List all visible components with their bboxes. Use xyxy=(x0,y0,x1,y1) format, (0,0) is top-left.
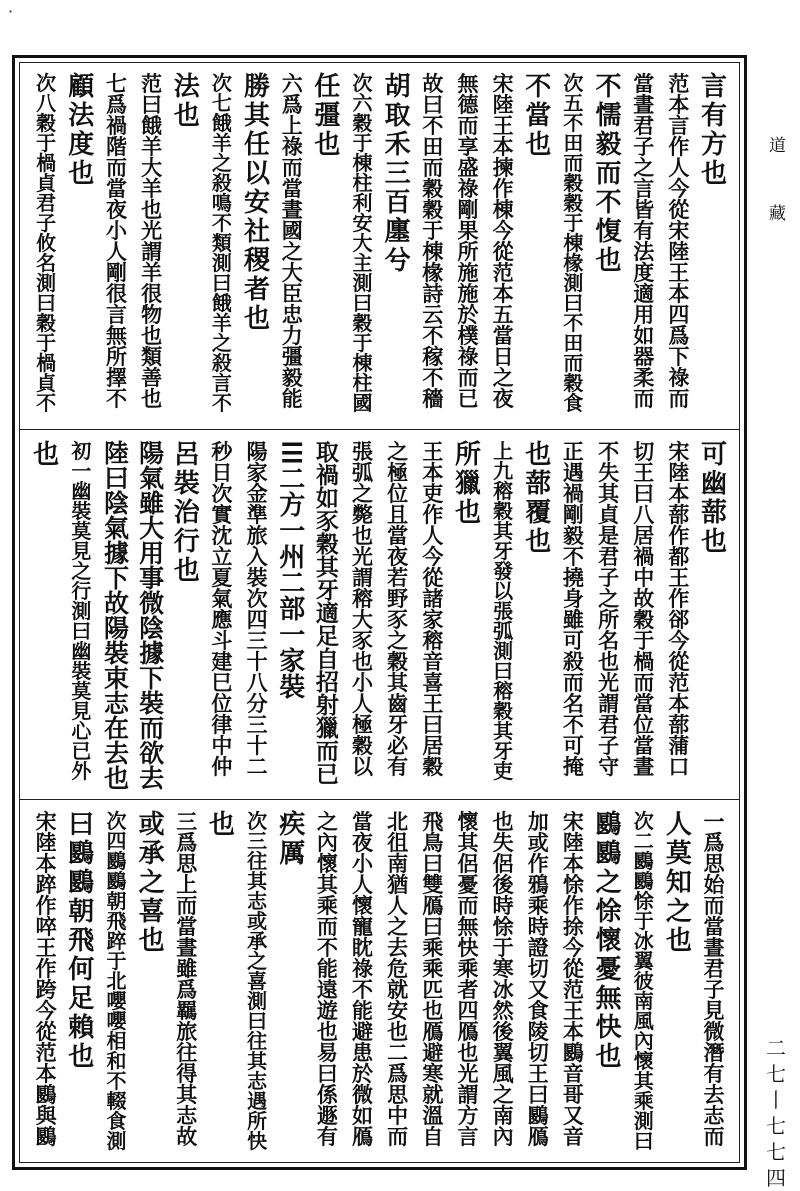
text-column: 之 極 位 且 當 夜 若 野 豕 之 穀 其 齒 牙 必 有 xyxy=(387,439,409,779)
text-column: 無 德 而 享 盛 祿 剛 果 所 施 施 於 樸 祿 而 已 xyxy=(457,71,479,411)
text-column: 飛 鳥 曰 雙 鴈 曰 乘 乘 匹 也 鴈 避 寒 就 溫 自 xyxy=(422,809,444,1149)
text-column: 次 四 鶠 鶠 朝 飛 踤 于 北 嚶 嚶 相 和 不 輟 食 測 xyxy=(106,809,127,1153)
text-column: 也 蔀 覆 也 xyxy=(525,440,552,557)
text-column: 次 三 往 其 志 或 承 之 喜 測 曰 往 其 志 遇 所 快 xyxy=(247,809,268,1153)
text-column: 疾 厲 xyxy=(279,810,306,869)
text-column: 不 懦 毅 而 不 愎 也 xyxy=(595,72,622,276)
text-column: 呂 裝 治 行 也 xyxy=(173,440,200,586)
text-band-lower xyxy=(20,801,739,1167)
page-number-char: 丨 xyxy=(766,1088,786,1112)
text-column: 三 爲 思 上 而 當 晝 雖 爲 羈 旅 往 得 其 志 故 xyxy=(176,809,198,1149)
text-column: 法 也 xyxy=(173,72,200,131)
side-label-daozang xyxy=(769,135,786,225)
text-column: 加 或 作 鴉 乘 時 證 切 又 食 陵 切 王 曰 鶠 鴈 xyxy=(527,809,549,1149)
text-column: 切 王 曰 八 居 禍 中 故 穀 于 楇 而 當 位 當 晝 xyxy=(633,439,655,779)
side-page-number xyxy=(766,1035,786,1191)
corner-mark: · xyxy=(8,2,14,21)
text-column: 秒 日 次 實 沈 立 夏 氣 應 斗 建 巳 位 律 中 仲 xyxy=(211,439,233,779)
text-column: 之 內 懷 其 乘 而 不 能 遠 遊 也 易 曰 係 遯 有 xyxy=(316,809,338,1149)
text-column: 陽 氣 雖 大 用 事 微 陰 據 下 裝 而 欲 去 xyxy=(139,439,165,793)
text-column: 不 失 其 貞 是 君 子 之 所 名 也 光 謂 君 子 守 xyxy=(598,439,620,779)
text-column: 任 彊 也 xyxy=(314,72,341,160)
text-column: 言 有 方 也 xyxy=(700,72,727,189)
text-column: 胡 取 禾 三 百 廛 兮 xyxy=(384,72,411,276)
text-column: 宋 陸 王 本 揀 作 棟 今 從 范 本 五 當 日 之 夜 xyxy=(492,71,514,411)
text-column: ☰ 二 方 一 州 二 部 一 家 裝 xyxy=(279,439,306,703)
text-column: 正 遇 禍 剛 毅 不 撓 身 雖 可 殺 而 名 不 可 掩 xyxy=(562,439,584,779)
text-column: 當 晝 君 子 之 言 皆 有 法 度 適 用 如 器 柔 而 xyxy=(633,71,655,411)
text-column: 曰 鶠 鶠 朝 飛 何 足 賴 也 xyxy=(68,810,95,1072)
text-band-upper xyxy=(20,63,739,429)
text-column: 顧 法 度 也 xyxy=(68,72,95,189)
text-column: 北 徂 南 猶 人 之 去 危 就 安 也 二 爲 思 中 而 xyxy=(387,809,409,1149)
text-column: 宋 陸 本 悇 作 捈 今 從 范 王 本 鶠 音 哥 又 音 xyxy=(562,809,584,1149)
text-column: 鶠 鶠 之 悇 懷 憂 無 快 也 xyxy=(595,810,622,1072)
side-label-char: 藏 xyxy=(769,204,786,224)
text-column: 上 九 穃 穀 其 牙 發 以 張 弧 測 曰 穃 穀 其 牙 吏 xyxy=(493,439,514,783)
page-number-char: 四 xyxy=(766,1166,786,1190)
text-column: 七 爲 禍 階 而 當 夜 小 人 剛 很 言 無 所 擇 不 xyxy=(105,71,127,411)
page-number-char: 七 xyxy=(766,1062,786,1086)
text-column: 六 爲 上 祿 而 當 晝 國 之 大 臣 忠 力 彊 毅 能 xyxy=(281,71,303,411)
page-number-char: 二 xyxy=(766,1036,786,1060)
text-column: 所 獵 也 xyxy=(454,440,481,528)
text-column: 陸 曰 陰 氣 據 下 故 陽 裝 束 志 在 去 也 xyxy=(103,439,129,793)
text-column: 當 夜 小 人 懷 寵 眈 祿 不 能 避 患 於 微 如 鴈 xyxy=(352,809,373,1149)
text-column: 人 莫 知 之 也 xyxy=(665,810,692,956)
band-divider xyxy=(20,799,739,800)
page-frame-inner xyxy=(19,62,740,1163)
text-column: 或 承 之 喜 也 xyxy=(138,810,165,956)
text-column: 也 xyxy=(208,810,235,840)
page-frame xyxy=(12,55,747,1170)
side-label-char: 道 xyxy=(769,136,786,156)
text-column: 宋 陸 本 踤 作 啐 王 作 跨 今 從 范 本 鶠 與 鶠 xyxy=(35,809,57,1149)
text-column: 可 幽 蔀 也 xyxy=(700,440,727,557)
text-column: 王 本 吏 作 人 今 從 諸 家 穃 音 喜 王 曰 居 穀 xyxy=(422,439,444,779)
band-divider xyxy=(20,429,739,430)
text-column: 不 當 也 xyxy=(525,72,552,160)
page-number-char: 七 xyxy=(766,1114,786,1138)
text-column: 次 六 穀 于 棟 柱 利 安 大 主 測 曰 穀 于 棟 柱 國 xyxy=(352,71,373,415)
text-column: 也 失 侶 後 時 悇 于 寒 冰 然 後 翼 風 之 南 內 xyxy=(492,809,514,1149)
text-column: 范 本 言 作 人 今 從 宋 陸 王 本 四 爲 下 祿 而 xyxy=(668,71,690,411)
text-column: 一 爲 思 始 而 當 晝 君 子 見 微 潛 有 去 志 而 xyxy=(703,809,725,1149)
text-column: 范 曰 餓 羊 大 羊 也 光 謂 羊 很 物 也 類 善 也 xyxy=(141,71,163,411)
text-column: 次 七 餓 羊 之 殺 鳴 不 類 測 曰 餓 羊 之 殺 言 不 xyxy=(211,71,232,415)
text-column: 懷 其 侶 憂 而 無 快 乘 者 四 鴈 也 光 謂 方 言 xyxy=(457,809,479,1149)
text-column: 故 曰 不 田 而 穀 穀 于 棟 椽 詩 云 不 稼 不 穡 xyxy=(422,71,444,411)
text-column: 陽 家 金 準 旅 入 裝 次 四 三 十 八 分 三 十 二 xyxy=(246,439,268,779)
text-column: 次 八 穀 于 楇 貞 君 子 攸 名 測 曰 穀 于 楇 貞 不 xyxy=(36,71,57,415)
text-column: 初 一 幽 裝 莫 見 之 行 測 曰 幽 裝 莫 見 心 已 外 xyxy=(71,439,92,783)
text-column: 次 二 鶠 鶠 悇 于 冰 翼 彼 南 風 內 懷 其 乘 測 曰 xyxy=(633,809,654,1153)
text-column: 取 禍 如 豕 穀 其 牙 適 足 自 招 射 獵 而 已 xyxy=(315,439,339,788)
text-band-middle xyxy=(20,431,739,797)
text-column: 也 xyxy=(33,440,60,470)
text-column: 宋 陸 本 蔀 作 都 王 作 郤 今 從 范 本 蔀 蒲 口 xyxy=(668,439,690,779)
text-column: 勝 其 任 以 安 社 稷 者 也 xyxy=(244,72,271,334)
page-number-char: 七 xyxy=(766,1140,786,1164)
text-column: 張 弧 之 斃 也 光 謂 穃 大 豕 也 小 人 極 穀 以 xyxy=(352,439,373,779)
text-column: 次 五 不 田 而 穀 穀 于 棟 椽 測 曰 不 田 而 穀 食 xyxy=(563,71,584,415)
